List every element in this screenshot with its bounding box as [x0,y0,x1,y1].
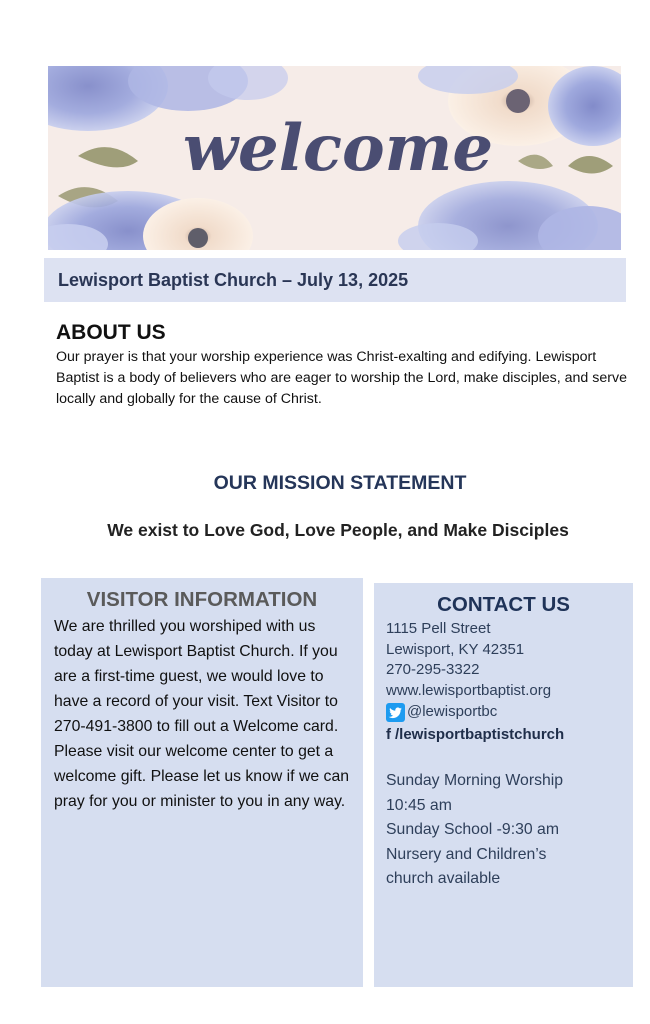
welcome-script-text: welcome [182,111,494,186]
service-line: Nursery and Children’s [386,845,547,863]
about-text: Our prayer is that your worship experience was Christ-exalting and edifying. Lewisport Baptist is a body of believers who are eager to worship the Lord, make disciples, and serve locally and globally for the cause of Christ. [56,349,627,407]
twitter-icon [386,703,405,722]
visitor-heading: VISITOR INFORMATION [86,588,318,611]
contact-street: 1115 Pell Street [386,620,491,637]
twitter-handle: @lewisportbc [407,703,498,720]
contact-twitter[interactable] [386,702,631,723]
service-line: Sunday Morning Worship [386,772,564,789]
church-date-title: Lewisport Baptist Church – July 13, 2025 [58,269,409,290]
contact-website[interactable]: www.lewisportbaptist.org [386,681,552,699]
contact-panel [374,583,633,987]
service-line: Sunday School -9:30 am [386,821,559,838]
mission-heading: OUR MISSION STATEMENT [213,472,467,494]
visitor-information-panel [41,578,363,987]
church-date-bar [44,258,626,302]
visitor-text: We are thrilled you worshiped with us today at Lewisport Baptist Church. If you are a first-time guest, we would love to have a record of your visit. Text Visitor to 270-491-3800 to fill out a Welcome card. Please visit our welcome center to get a welcome gift. Please let us know if we can pray for you or minister to you in any way. [54,618,350,810]
contact-heading: CONTACT US [437,593,570,616]
service-line: 10:45 am [386,796,452,814]
contact-phone[interactable]: 270-295-3322 [386,661,480,678]
facebook-icon: f [386,725,391,743]
service-line: church available [386,870,501,887]
mission-text: We exist to Love God, Love People, and Make Disciples [107,520,569,540]
contact-details [386,619,631,745]
contact-city: Lewisport, KY 42351 [386,640,525,658]
floral-illustration [48,66,621,250]
welcome-banner [48,66,621,250]
contact-facebook[interactable] [386,725,631,746]
facebook-handle: /lewisportbaptistchurch [395,725,565,743]
about-heading: ABOUT US [56,321,166,344]
service-times [386,769,631,892]
